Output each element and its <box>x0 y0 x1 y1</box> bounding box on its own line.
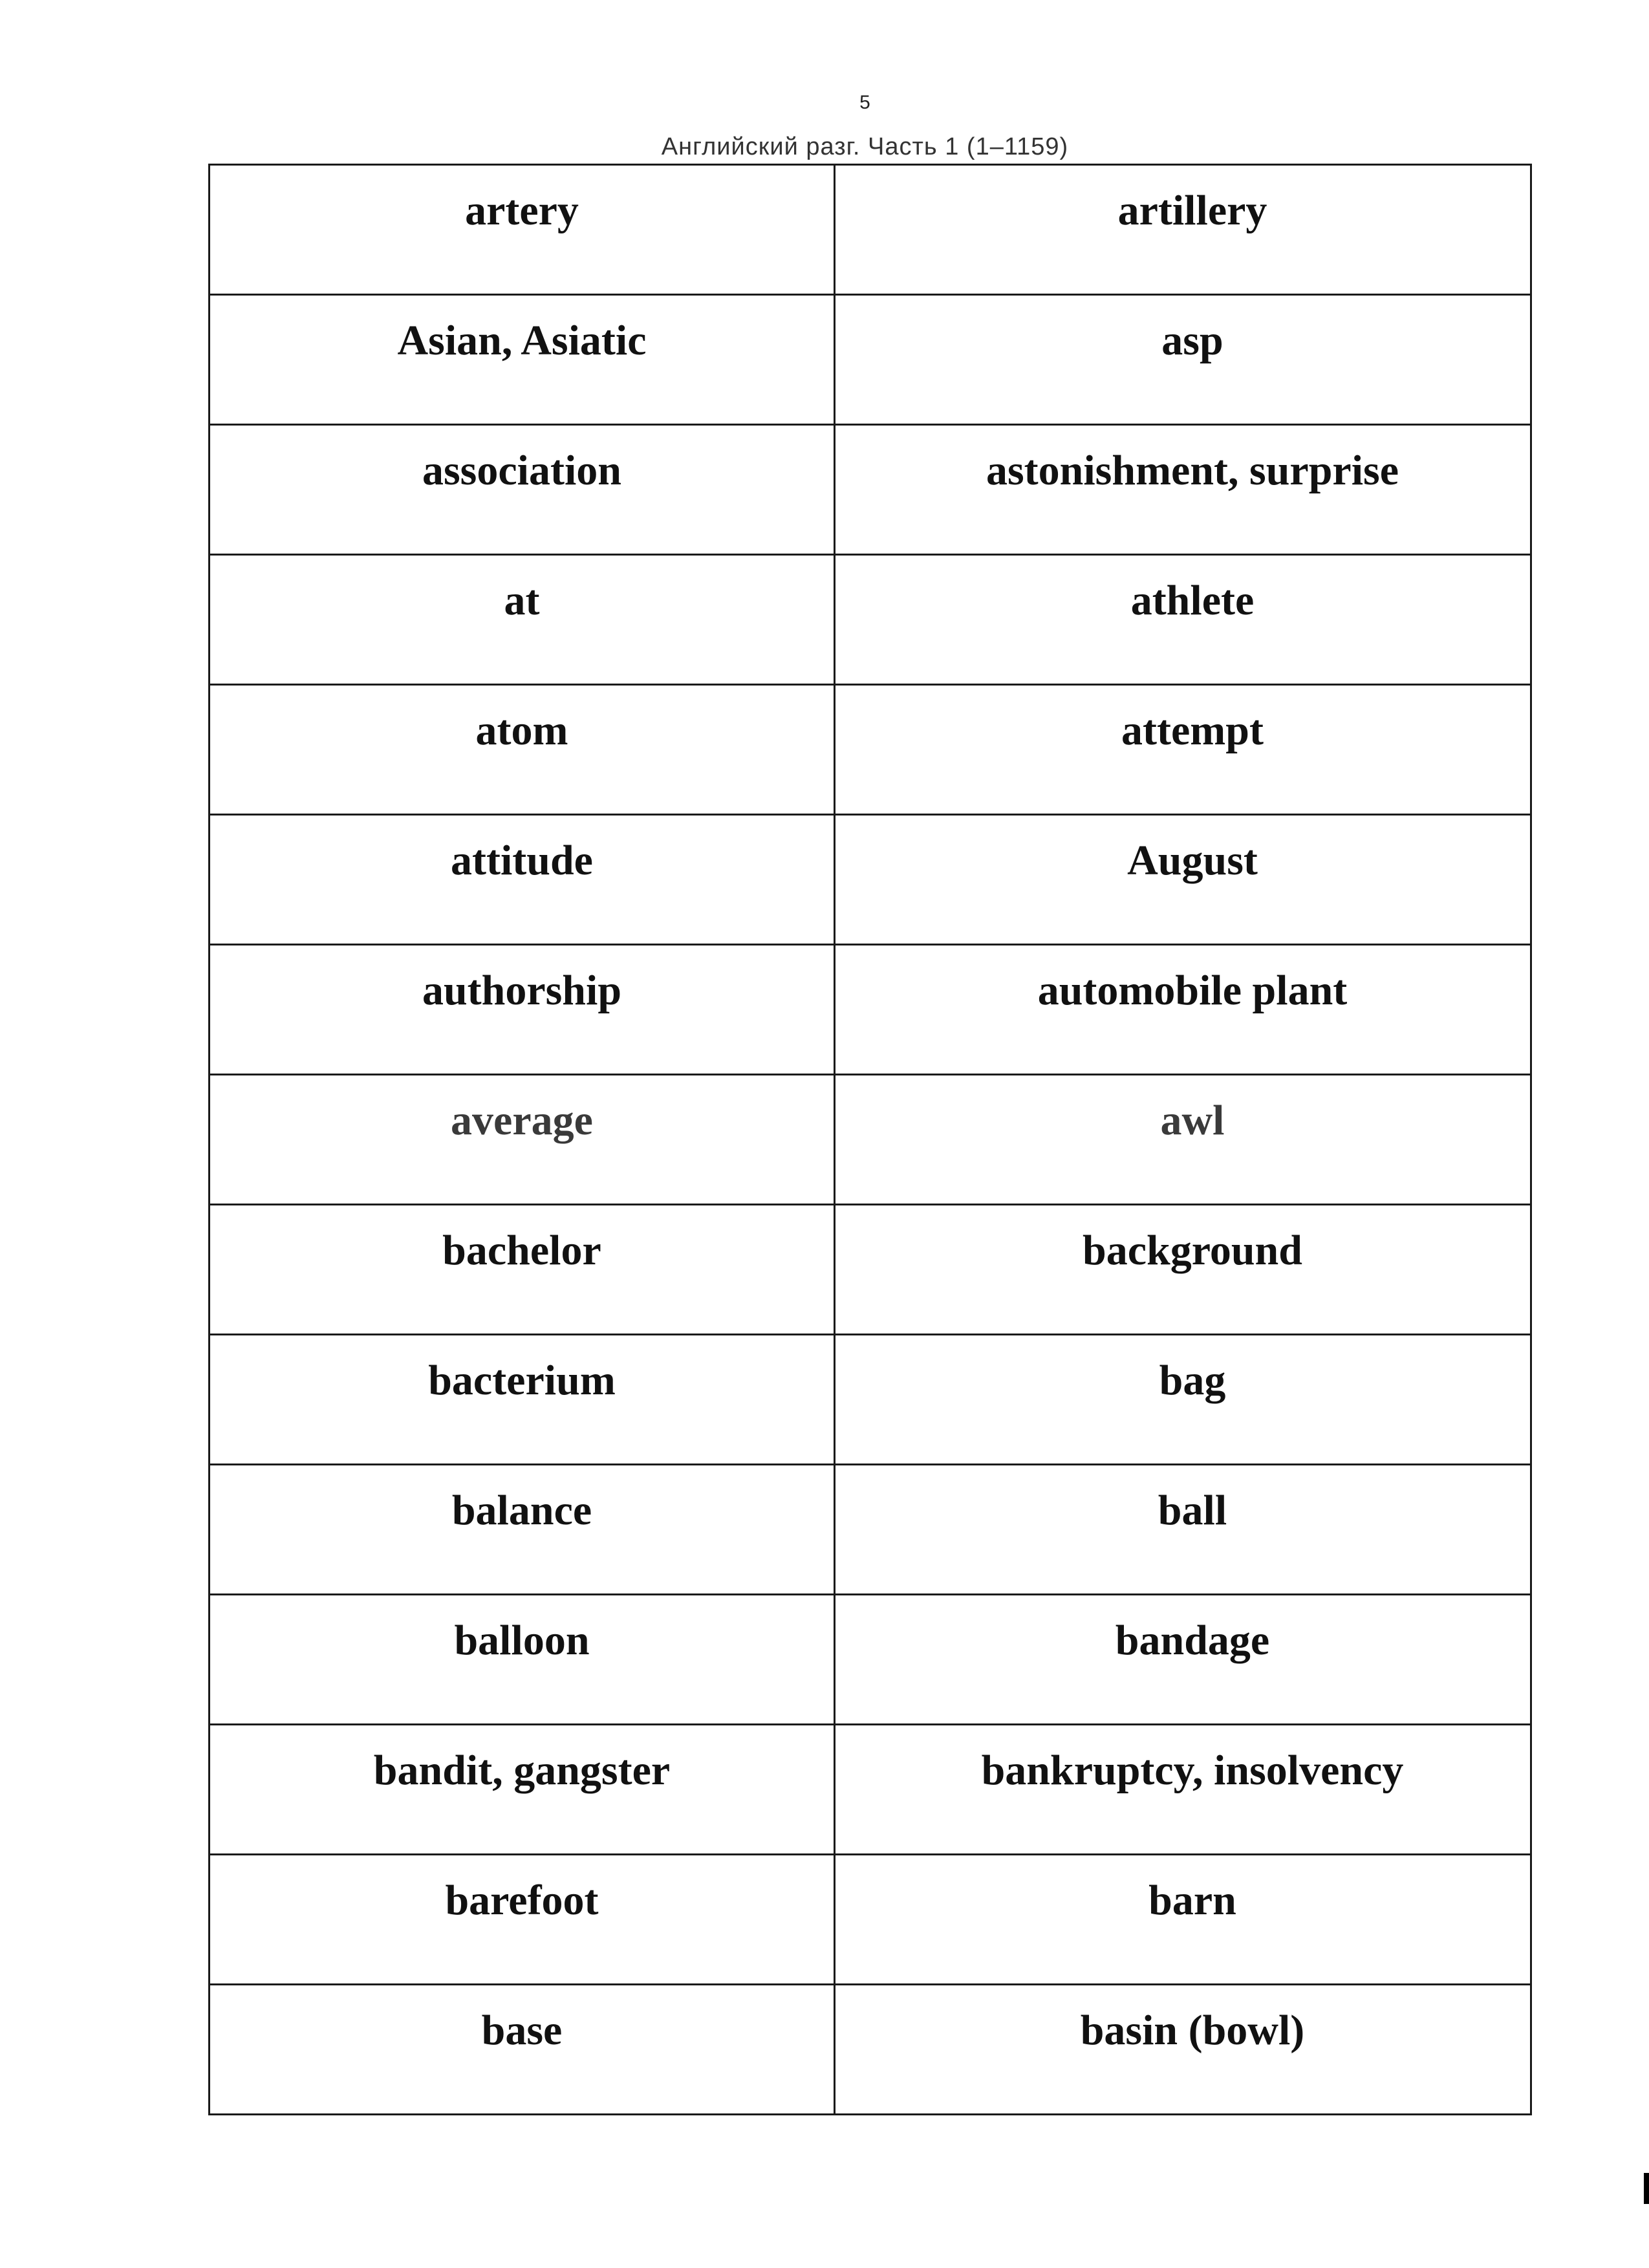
word-cell-left: association <box>210 425 835 555</box>
table-row <box>210 685 1531 815</box>
running-header: Английский разг. Часть 1 (1–1159) <box>661 133 1069 160</box>
word-cell-left: at <box>210 555 835 685</box>
word-cell-left: balance <box>210 1465 835 1595</box>
word-cell-right: astonishment, surprise <box>835 425 1531 555</box>
table-row <box>210 815 1531 945</box>
word-cell-right: artillery <box>835 165 1531 295</box>
word-cell-right: barn <box>835 1855 1531 1985</box>
table-row <box>210 945 1531 1075</box>
table-row <box>210 1725 1531 1855</box>
word-cell-left: balloon <box>210 1595 835 1725</box>
table-row <box>210 1595 1531 1725</box>
word-cell-right: athlete <box>835 555 1531 685</box>
table-row <box>210 1205 1531 1335</box>
word-cell-right: bankruptcy, insolvency <box>835 1725 1531 1855</box>
table-row <box>210 295 1531 425</box>
word-cell-left: bacterium <box>210 1335 835 1465</box>
word-cell-left: authorship <box>210 945 835 1075</box>
page-number: 5 <box>859 92 870 113</box>
table-row <box>210 425 1531 555</box>
word-cell-left: bandit, gangster <box>210 1725 835 1855</box>
vocabulary-table-body <box>210 165 1531 2115</box>
table-row <box>210 1335 1531 1465</box>
word-cell-left: bachelor <box>210 1205 835 1335</box>
word-cell-left: base <box>210 1985 835 2115</box>
word-cell-right: automobile plant <box>835 945 1531 1075</box>
word-cell-right: attempt <box>835 685 1531 815</box>
table-row <box>210 1985 1531 2115</box>
scan-edge-mark <box>1644 2173 1649 2204</box>
vocabulary-table <box>208 164 1532 2115</box>
table-row <box>210 1075 1531 1205</box>
word-cell-left: Asian, Asiatic <box>210 295 835 425</box>
word-cell-right: ball <box>835 1465 1531 1595</box>
table-row <box>210 165 1531 295</box>
word-cell-left: barefoot <box>210 1855 835 1985</box>
word-cell-left: atom <box>210 685 835 815</box>
word-cell-left: attitude <box>210 815 835 945</box>
word-cell-right: August <box>835 815 1531 945</box>
table-row <box>210 555 1531 685</box>
word-cell-right: bandage <box>835 1595 1531 1725</box>
table-row <box>210 1855 1531 1985</box>
word-cell-right: awl <box>835 1075 1531 1205</box>
word-cell-right: basin (bowl) <box>835 1985 1531 2115</box>
word-cell-right: bag <box>835 1335 1531 1465</box>
word-cell-right: asp <box>835 295 1531 425</box>
word-cell-left: artery <box>210 165 835 295</box>
word-cell-right: background <box>835 1205 1531 1335</box>
table-row <box>210 1465 1531 1595</box>
word-cell-left: average <box>210 1075 835 1205</box>
